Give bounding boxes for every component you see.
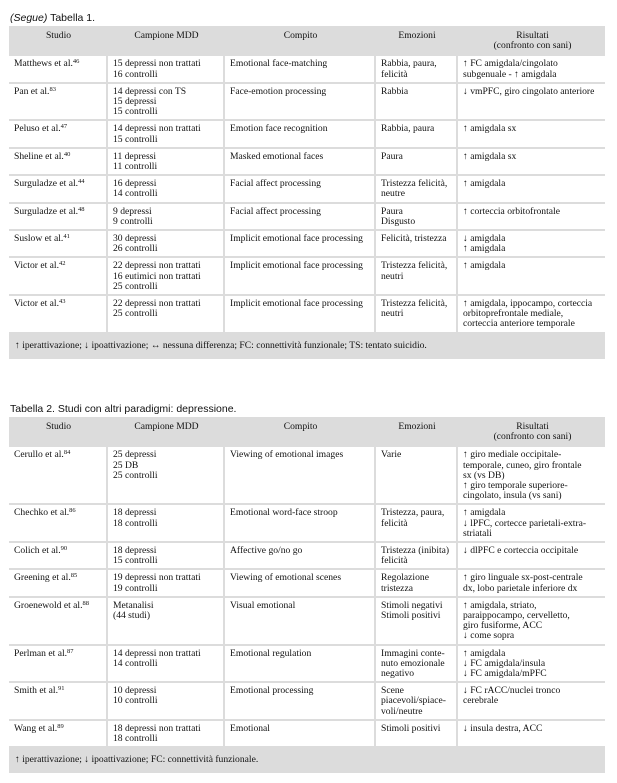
- sample-line: 16 eutimici non trattati: [113, 270, 201, 282]
- task-line: Emotional regulation: [230, 647, 312, 659]
- sample-line: 10 depressi: [113, 685, 157, 697]
- results-cell: [458, 204, 605, 231]
- sample-line: (44 studi): [113, 610, 151, 622]
- results-cell: [458, 505, 605, 543]
- results-cell: [458, 258, 605, 296]
- results-line: temporale, cuneo, giro frontale: [463, 459, 582, 471]
- study-cell: [9, 56, 108, 83]
- table-row: [9, 598, 605, 646]
- table-row: [9, 505, 605, 543]
- emotions-cell: [376, 149, 458, 176]
- sample-cell: [108, 204, 225, 231]
- study-author: Victor et al.: [14, 260, 59, 272]
- table2-header-results: [458, 417, 605, 447]
- emotions-line: Tristezza felicità,: [381, 260, 448, 272]
- task-line: Emotional face-matching: [230, 58, 328, 70]
- study-cell: [9, 149, 108, 176]
- results-cell: [458, 570, 605, 597]
- task-cell: [225, 56, 376, 83]
- results-line: ↑ FC amigdala/cingolato: [463, 58, 558, 70]
- emotions-line: Paura: [381, 150, 403, 162]
- emotions-line: Immagini conte-: [381, 647, 445, 659]
- study-ref: 44: [78, 178, 85, 186]
- study-cell: [9, 258, 108, 296]
- results-cell: [458, 56, 605, 83]
- results-line: ↓ insula destra, ACC: [463, 722, 543, 734]
- task-line: Masked emotional faces: [230, 150, 324, 162]
- table1-header-results: [458, 26, 605, 56]
- sample-line: 22 depressi non trattati: [113, 298, 201, 310]
- study-cell: [9, 505, 108, 543]
- emotions-cell: [376, 231, 458, 258]
- study-cell: [9, 683, 108, 721]
- sample-line: 25 controlli: [113, 280, 158, 292]
- task-cell: [225, 176, 376, 203]
- sample-line: 11 controlli: [113, 161, 158, 173]
- study-author: Suslow et al.: [14, 233, 64, 245]
- emotions-cell: [376, 258, 458, 296]
- study-ref: 90: [60, 545, 68, 553]
- sample-line: 25 depressi: [113, 449, 157, 461]
- results-line: ↓ FC amigdala/insula: [463, 657, 546, 669]
- results-line: ↑ amigdala, striato,: [463, 599, 537, 611]
- table-row: [9, 258, 605, 296]
- results-line: orbitoprefrontale mediale,: [463, 308, 564, 320]
- task-cell: [225, 296, 376, 334]
- results-cell: [458, 121, 605, 148]
- results-cell: [458, 231, 605, 258]
- results-line: ↑ amigdala: [463, 178, 506, 190]
- emotions-line: Paura: [381, 205, 403, 217]
- study-cell: [9, 646, 108, 684]
- task-cell: [225, 447, 376, 505]
- task-cell: [225, 84, 376, 122]
- results-cell: [458, 447, 605, 505]
- results-line: ↑ corteccia orbitofrontale: [463, 205, 560, 217]
- study-cell: [9, 570, 108, 597]
- table2-caption: Tabella 2. Studi con altri paradigmi: depressione.: [10, 403, 237, 415]
- sample-line: 25 DB: [113, 459, 139, 471]
- study-author: Victor et al.: [14, 298, 59, 310]
- table-row: [9, 296, 605, 334]
- emotions-line: neutre: [381, 188, 405, 200]
- table-row: [9, 56, 605, 83]
- table-row: [9, 447, 605, 505]
- sample-cell: [108, 570, 225, 597]
- table-row: [9, 231, 605, 258]
- table2: [9, 417, 605, 773]
- table1-caption: [10, 12, 95, 24]
- sample-line: 15 depressi: [113, 96, 157, 108]
- study-ref: 40: [63, 150, 71, 158]
- sample-cell: [108, 505, 225, 543]
- sample-line: 22 depressi non trattati: [113, 260, 201, 272]
- study-ref: 91: [57, 685, 65, 693]
- table1: [9, 26, 605, 359]
- study-author: Chechko et al.: [14, 507, 70, 519]
- task-line: Facial affect processing: [230, 205, 321, 217]
- sample-line: 15 controlli: [113, 106, 158, 118]
- study-ref: 85: [70, 572, 78, 580]
- emotions-line: Tristezza, paura,: [381, 507, 445, 519]
- study-ref: 47: [60, 123, 68, 131]
- results-cell: [458, 543, 605, 570]
- task-cell: [225, 646, 376, 684]
- table-row: [9, 176, 605, 203]
- results-cell: [458, 296, 605, 334]
- table-row: [9, 543, 605, 570]
- study-author: Surguladze et al.: [14, 205, 79, 217]
- emotions-line: neutri: [381, 308, 404, 320]
- task-cell: [225, 570, 376, 597]
- sample-line: 18 controlli: [113, 517, 158, 529]
- study-ref: 86: [69, 507, 76, 515]
- sample-line: 15 depressi non trattati: [113, 58, 201, 70]
- sample-line: 14 depressi con TS: [113, 85, 187, 97]
- emotions-cell: [376, 683, 458, 721]
- results-line: corteccia anteriore temporale: [463, 318, 575, 330]
- study-cell: [9, 721, 108, 748]
- results-line: ↓ amigdala: [463, 233, 506, 245]
- sample-cell: [108, 231, 225, 258]
- sample-cell: [108, 258, 225, 296]
- results-line: ↑ amigdala: [463, 260, 506, 272]
- task-cell: [225, 204, 376, 231]
- task-line: Visual emotional: [230, 599, 296, 611]
- task-cell: [225, 258, 376, 296]
- table2-footnote: ↑ iperattivazione; ↓ ipoattivazione; FC: connettività funzionale.: [9, 748, 605, 773]
- study-cell: [9, 543, 108, 570]
- table-row: [9, 683, 605, 721]
- study-cell: [9, 598, 108, 646]
- table1-header-studio: Studio: [9, 26, 108, 56]
- emotions-line: Stimoli negativi: [381, 599, 443, 611]
- emotions-cell: [376, 84, 458, 122]
- sample-line: 19 controlli: [113, 582, 158, 594]
- task-line: Implicit emotional face processing: [230, 298, 363, 310]
- sample-line: 14 controlli: [113, 657, 158, 669]
- results-line: paraippocampo, cervelletto,: [463, 610, 570, 622]
- emotions-line: piacevoli/spiace-: [381, 695, 446, 707]
- emotions-line: Varie: [381, 449, 402, 461]
- sample-line: 16 controlli: [113, 68, 158, 80]
- study-author: Sheline et al.: [14, 150, 64, 162]
- results-line: ↓ FC amigdala/mPFC: [463, 668, 547, 680]
- sample-line: 16 depressi: [113, 178, 157, 190]
- emotions-cell: [376, 447, 458, 505]
- table2-header-row: [9, 417, 605, 447]
- results-line: striatali: [463, 527, 492, 539]
- sample-line: 11 depressi: [113, 150, 157, 162]
- study-author: Groenewold et al.: [14, 599, 83, 611]
- results-line: ↑ amigdala sx: [463, 150, 517, 162]
- results-line: cingolato, insula (vs sani): [463, 490, 562, 502]
- table1-header-line: Risultati: [516, 30, 549, 41]
- emotions-line: felicità: [381, 517, 408, 529]
- emotions-line: negativo: [381, 668, 415, 680]
- task-cell: [225, 543, 376, 570]
- study-ref: 41: [63, 233, 70, 241]
- results-cell: [458, 646, 605, 684]
- sample-line: 9 depressi: [113, 205, 152, 217]
- emotions-line: tristezza: [381, 582, 413, 594]
- study-ref: 88: [82, 599, 89, 607]
- task-cell: [225, 598, 376, 646]
- task-line: Viewing of emotional scenes: [230, 572, 342, 584]
- table1-caption-prefix: (Segue): [10, 12, 48, 24]
- study-ref: 89: [57, 722, 64, 730]
- results-line: cerebrale: [463, 695, 499, 707]
- sample-line: 9 controlli: [113, 215, 153, 227]
- emotions-line: Rabbia, paura: [381, 123, 435, 135]
- emotions-cell: [376, 204, 458, 231]
- sample-cell: [108, 121, 225, 148]
- study-author: Matthews et al.: [14, 58, 73, 70]
- results-line: ↑ amigdala sx: [463, 123, 517, 135]
- sample-line: 18 controlli: [113, 733, 158, 745]
- emotions-line: Scene: [381, 685, 404, 697]
- results-line: ↓ vmPFC, giro cingolato anteriore: [463, 85, 595, 97]
- sample-cell: [108, 296, 225, 334]
- sample-cell: [108, 84, 225, 122]
- sample-line: 15 controlli: [113, 555, 158, 567]
- emotions-cell: [376, 296, 458, 334]
- emotions-line: Tristezza felicità,: [381, 178, 448, 190]
- task-cell: [225, 121, 376, 148]
- table2-header-studio: Studio: [9, 417, 108, 447]
- task-line: Emotion face recognition: [230, 123, 328, 135]
- results-line: ↑ giro mediale occipitale-: [463, 449, 562, 461]
- results-line: ↑ giro linguale sx-post-centrale: [463, 572, 583, 584]
- study-cell: [9, 204, 108, 231]
- table2-header-line: (confronto con sani): [493, 431, 572, 443]
- emotions-cell: [376, 121, 458, 148]
- results-cell: [458, 598, 605, 646]
- table-row: [9, 121, 605, 148]
- study-ref: 84: [63, 449, 71, 457]
- table1-caption-text: Tabella 1.: [47, 12, 96, 24]
- emotions-line: Felicità, tristezza: [381, 233, 447, 245]
- study-author: Cerullo et al.: [14, 449, 64, 461]
- task-cell: [225, 505, 376, 543]
- sample-line: 14 controlli: [113, 188, 158, 200]
- table1-header-sample: Campione MDD: [108, 26, 225, 56]
- table1-header-emotions: Emozioni: [376, 26, 458, 56]
- task-line: Affective go/no go: [230, 545, 303, 557]
- results-cell: [458, 84, 605, 122]
- results-cell: [458, 683, 605, 721]
- task-line: Face-emotion processing: [230, 85, 327, 97]
- study-ref: 87: [67, 647, 74, 655]
- table-row: [9, 570, 605, 597]
- table1-header-row: [9, 26, 605, 56]
- study-author: Peluso et al.: [14, 123, 61, 135]
- results-line: ↑ amigdala: [463, 507, 506, 519]
- study-ref: 46: [72, 58, 80, 66]
- study-cell: [9, 84, 108, 122]
- study-author: Surguladze et al.: [14, 178, 79, 190]
- sample-line: 26 controlli: [113, 243, 158, 255]
- table-row: [9, 646, 605, 684]
- table1-body: [9, 56, 605, 333]
- table-row: [9, 721, 605, 748]
- study-ref: 42: [58, 260, 66, 268]
- study-author: Pan et al.: [14, 85, 50, 97]
- study-ref: 43: [58, 298, 66, 306]
- emotions-cell: [376, 505, 458, 543]
- emotions-line: felicità: [381, 555, 408, 567]
- table-row: [9, 204, 605, 231]
- emotions-line: Rabbia, paura,: [381, 58, 437, 70]
- study-cell: [9, 296, 108, 334]
- table2-body: [9, 447, 605, 748]
- sample-line: 25 controlli: [113, 469, 158, 481]
- sample-line: 18 depressi non trattati: [113, 722, 201, 734]
- table2-header-task: Compito: [225, 417, 376, 447]
- sample-line: 14 depressi non trattati: [113, 123, 201, 135]
- study-cell: [9, 231, 108, 258]
- emotions-line: Stimoli positivi: [381, 610, 441, 622]
- table-row: [9, 84, 605, 122]
- study-author: Perlman et al.: [14, 647, 68, 659]
- emotions-line: Stimoli positivi: [381, 722, 441, 734]
- results-line: giro fusiforme, ACC: [463, 620, 543, 632]
- emotions-line: Rabbia: [381, 85, 409, 97]
- task-cell: [225, 231, 376, 258]
- table-row: [9, 149, 605, 176]
- sample-line: 30 depressi: [113, 233, 157, 245]
- emotions-cell: [376, 598, 458, 646]
- sample-cell: [108, 176, 225, 203]
- task-line: Emotional word-face stroop: [230, 507, 338, 519]
- emotions-cell: [376, 721, 458, 748]
- study-author: Greening et al.: [14, 572, 71, 584]
- emotions-cell: [376, 56, 458, 83]
- emotions-line: Disgusto: [381, 215, 416, 227]
- sample-cell: [108, 683, 225, 721]
- results-line: subgenuale - ↑ amigdala: [463, 68, 557, 80]
- task-line: Emotional processing: [230, 685, 314, 697]
- emotions-cell: [376, 176, 458, 203]
- results-cell: [458, 721, 605, 748]
- emotions-cell: [376, 543, 458, 570]
- table1-footnote: ↑ iperattivazione; ↓ ipoattivazione; ↔ nessuna differenza; FC: connettività funzionale; TS: tentato suicidio.: [9, 334, 605, 359]
- results-cell: [458, 149, 605, 176]
- sample-line: 19 depressi non trattati: [113, 572, 201, 584]
- results-line: sx (vs DB): [463, 469, 505, 481]
- results-line: ↑ giro temporale superiore-: [463, 480, 568, 492]
- results-line: ↑ amigdala, ippocampo, corteccia: [463, 298, 593, 310]
- results-line: ↑ amigdala: [463, 647, 506, 659]
- task-line: Emotional: [230, 722, 270, 734]
- sample-line: 15 controlli: [113, 133, 158, 145]
- sample-line: 25 controlli: [113, 308, 158, 320]
- table2-header-line: Risultati: [516, 421, 549, 432]
- results-line: ↓ lPFC, cortecce parietali-extra-: [463, 517, 587, 529]
- emotions-line: neutri: [381, 270, 404, 282]
- task-cell: [225, 721, 376, 748]
- emotions-line: voli/neutre: [381, 705, 423, 717]
- sample-line: 14 depressi non trattati: [113, 647, 201, 659]
- task-line: Viewing of emotional images: [230, 449, 344, 461]
- sample-cell: [108, 56, 225, 83]
- emotions-line: Tristezza felicità,: [381, 298, 448, 310]
- results-line: dx, lobo parietale inferiore dx: [463, 582, 578, 594]
- task-line: Implicit emotional face processing: [230, 260, 363, 272]
- emotions-line: Regolazione: [381, 572, 429, 584]
- sample-cell: [108, 721, 225, 748]
- emotions-line: nuto emozionale: [381, 657, 445, 669]
- results-line: ↑ amigdala: [463, 243, 506, 255]
- sample-line: 10 controlli: [113, 695, 158, 707]
- table1-header-line: (confronto con sani): [493, 40, 572, 52]
- emotions-cell: [376, 570, 458, 597]
- task-cell: [225, 149, 376, 176]
- study-cell: [9, 121, 108, 148]
- study-cell: [9, 176, 108, 203]
- sample-cell: [108, 646, 225, 684]
- emotions-line: felicità: [381, 68, 408, 80]
- task-line: Implicit emotional face processing: [230, 233, 363, 245]
- sample-cell: [108, 149, 225, 176]
- table1-header-task: Compito: [225, 26, 376, 56]
- emotions-cell: [376, 646, 458, 684]
- sample-line: 18 depressi: [113, 507, 157, 519]
- results-cell: [458, 176, 605, 203]
- sample-line: 18 depressi: [113, 545, 157, 557]
- study-cell: [9, 447, 108, 505]
- sample-cell: [108, 543, 225, 570]
- results-line: ↓ FC rACC/nuclei tronco: [463, 685, 561, 697]
- task-cell: [225, 683, 376, 721]
- table2-header-emotions: Emozioni: [376, 417, 458, 447]
- study-author: Smith et al.: [14, 685, 58, 697]
- study-ref: 83: [49, 85, 56, 93]
- results-line: ↓ dlPFC e corteccia occipitale: [463, 545, 579, 557]
- task-line: Facial affect processing: [230, 178, 321, 190]
- table2-header-sample: Campione MDD: [108, 417, 225, 447]
- study-author: Colich et al.: [14, 545, 61, 557]
- study-author: Wang et al.: [14, 722, 58, 734]
- results-line: ↓ come sopra: [463, 630, 515, 642]
- sample-cell: [108, 598, 225, 646]
- study-ref: 48: [78, 205, 85, 213]
- sample-cell: [108, 447, 225, 505]
- sample-line: Metanalisi: [113, 599, 154, 611]
- emotions-line: Tristezza (inibita): [381, 545, 450, 557]
